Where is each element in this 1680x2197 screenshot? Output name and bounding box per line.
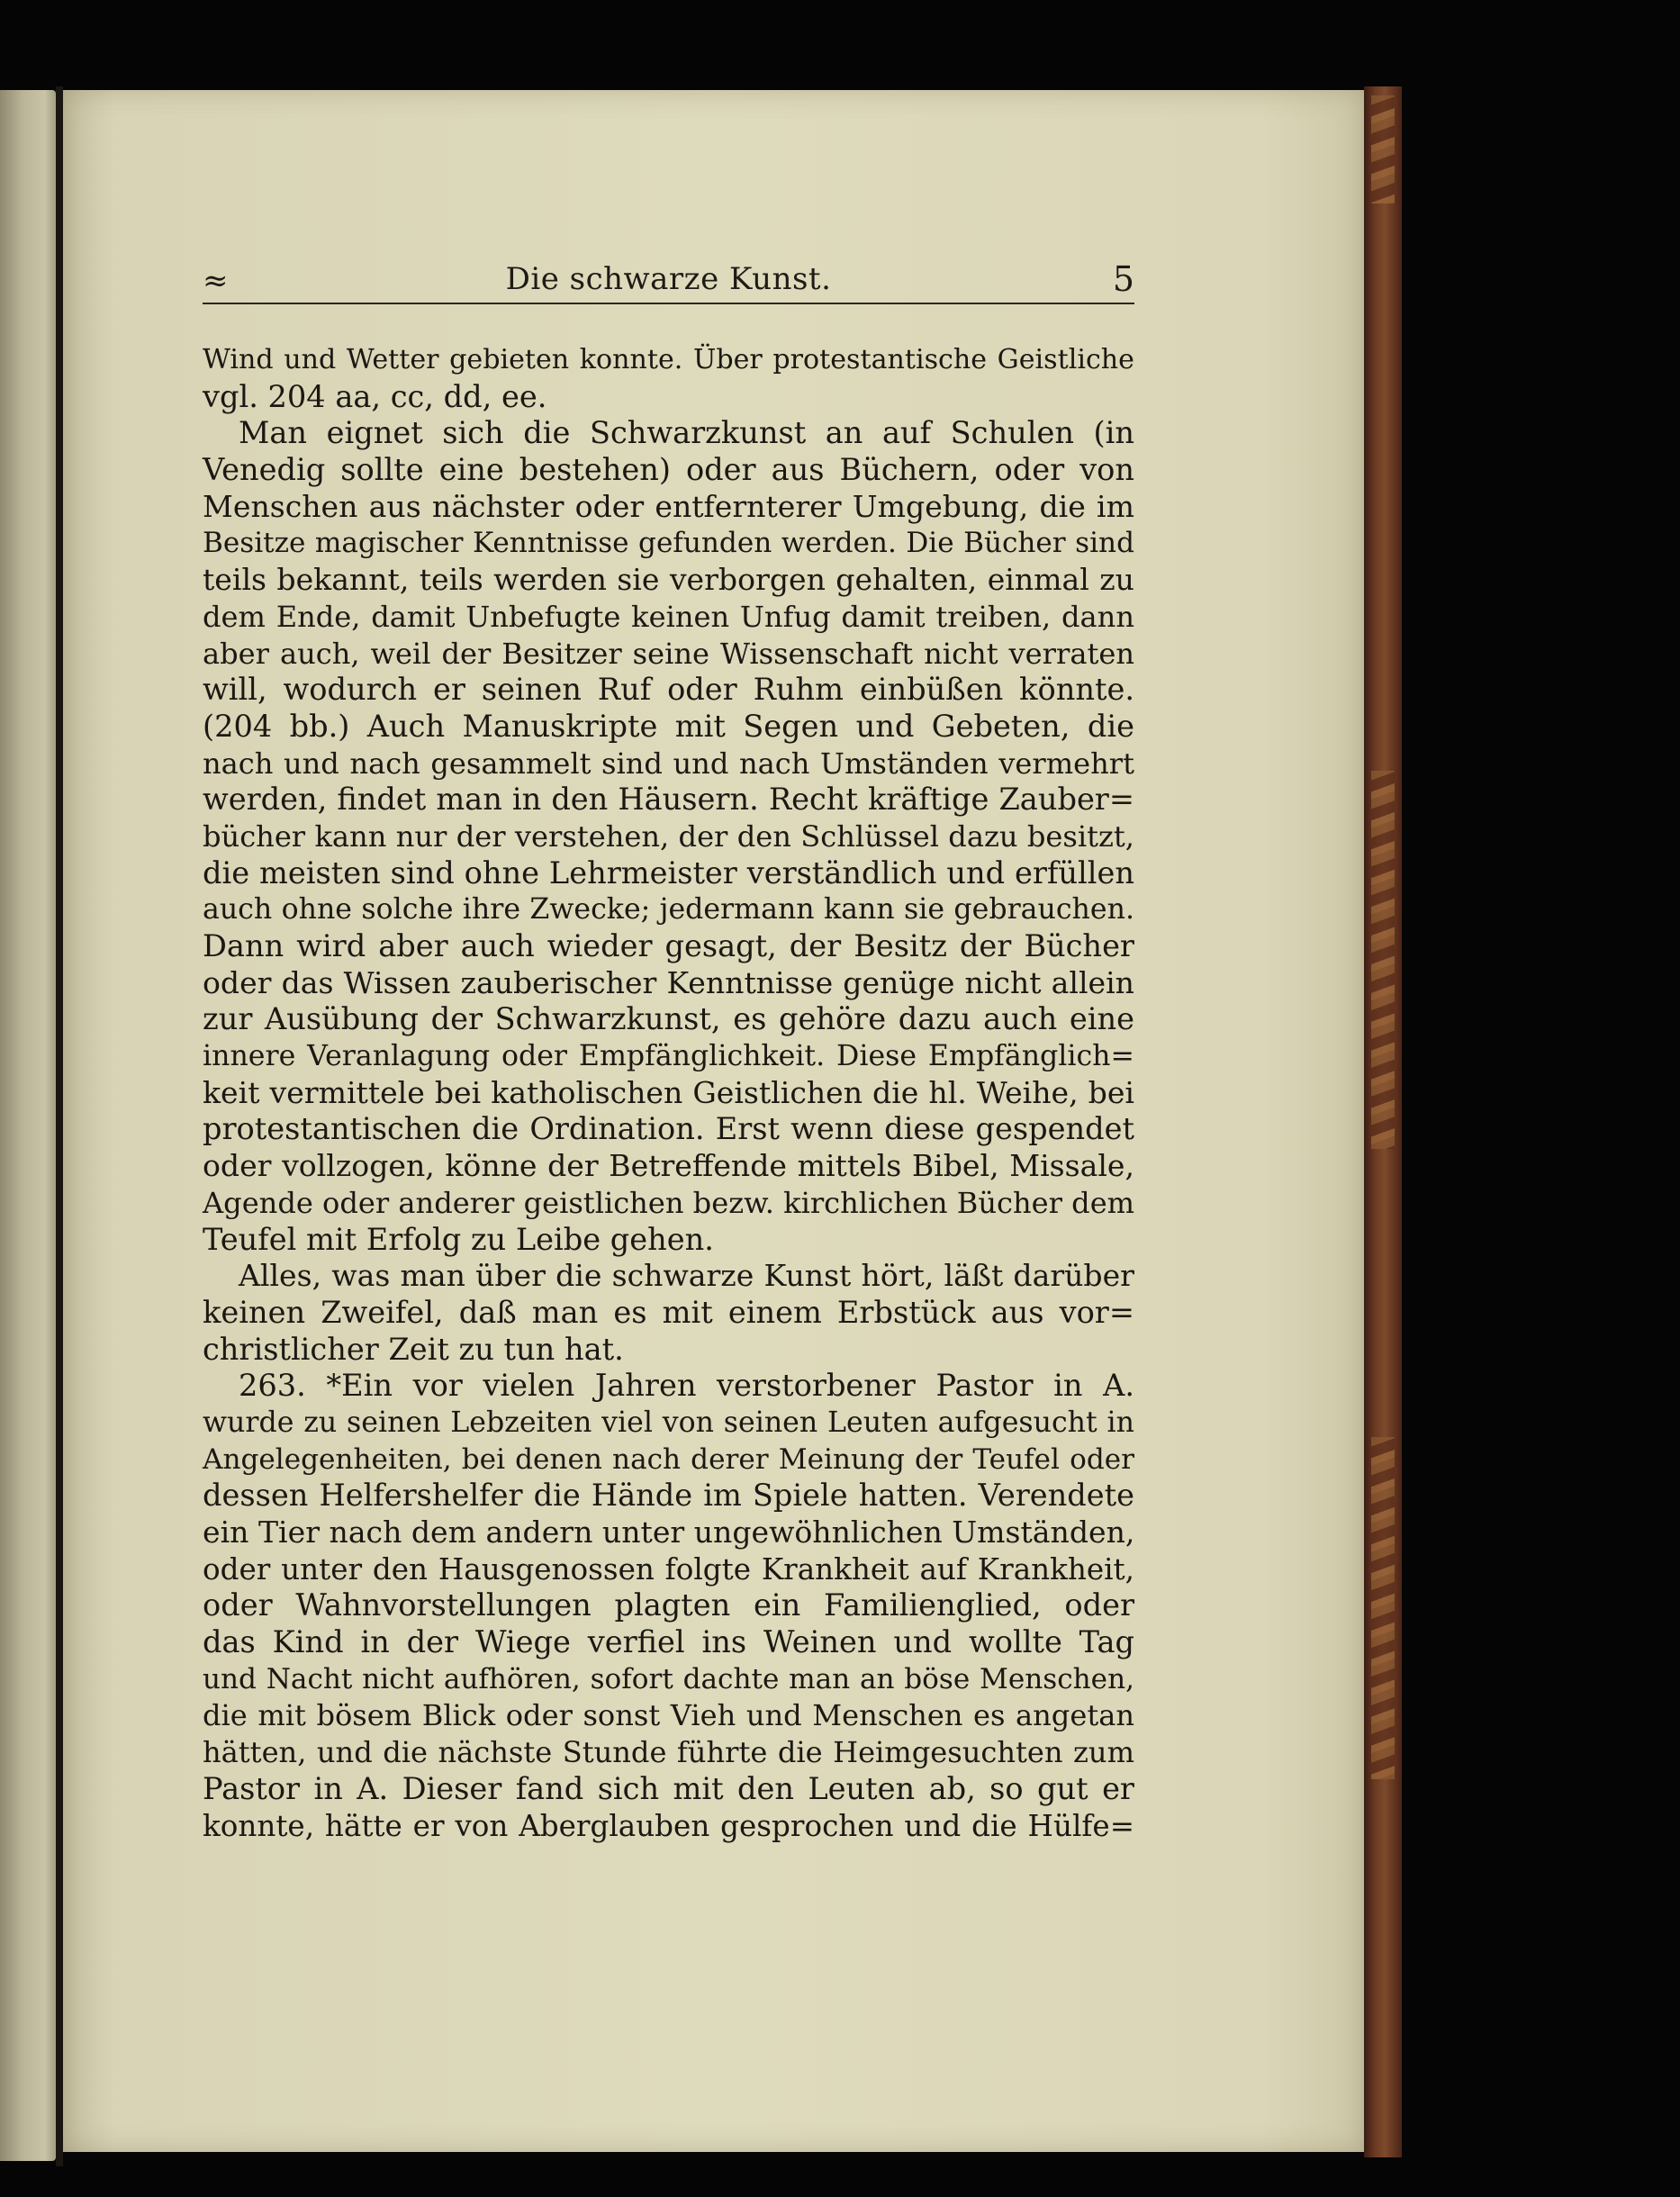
text-line: Menschen aus nächster oder entfernterer Umgebung, die im — [203, 488, 1134, 524]
text-line: vgl. 204 aa, cc, dd, ee. — [203, 378, 547, 414]
text-line: das Kind in der Wiege verfiel ins Weinen und wollte Tag — [203, 1624, 1134, 1660]
text-line: die mit bösem Blick oder sonst Vieh und Menschen es angetan — [203, 1698, 1134, 1733]
text-line: protestantischen die Ordination. Erst wenn diese gespendet — [203, 1111, 1134, 1147]
text-line: dessen Helfershelfer die Hände im Spiele hatten. Verendete — [203, 1478, 1134, 1514]
text-line: dem Ende, damit Unbefugte keinen Unfug damit treiben, dann — [203, 599, 1134, 634]
text-line: hätten, und die nächste Stunde führte die Heimgesuchten zum — [203, 1735, 1134, 1770]
text-line: Pastor in A. Dieser fand sich mit den Leuten ab, so gut er — [203, 1770, 1134, 1806]
text-line: oder unter den Hausgenossen folgte Krankheit auf Krankheit, — [203, 1551, 1134, 1587]
text-line: Angelegenheiten, bei denen nach derer Meinung der Teufel oder — [203, 1442, 1134, 1476]
text-line: oder vollzogen, könne der Betreffende mittels Bibel, Missale, — [203, 1148, 1134, 1184]
text-line: oder Wahnvorstellungen plagten ein Familienglied, oder — [203, 1587, 1134, 1623]
text-line: ein Tier nach dem andern unter ungewöhnlichen Umständen, — [203, 1514, 1135, 1550]
text-line: keinen Zweifel, daß man es mit einem Erbstück aus vor= — [203, 1294, 1134, 1330]
text-line: nach und nach gesammelt sind und nach Umständen vermehrt — [203, 746, 1134, 781]
text-line: die meisten sind ohne Lehrmeister verständlich und erfüllen — [203, 854, 1134, 891]
text-line: Alles, was man über die schwarze Kunst hört, läßt darüber — [239, 1258, 1134, 1294]
text-line: Dann wird aber auch wieder gesagt, der Besitz der Bücher — [203, 928, 1134, 963]
text-line: Besitze magischer Kenntnisse gefunden werden. Die Bücher sind — [203, 527, 1134, 560]
text-line: konnte, hätte er von Aberglauben gesprochen und die Hülfe= — [203, 1808, 1134, 1843]
text-line: und Nacht nicht aufhören, sofort dachte man an böse Menschen, — [203, 1662, 1134, 1695]
text-line: auch ohne solche ihre Zwecke; jedermann kann sie gebrauchen. — [203, 893, 1134, 927]
page-title: Die schwarze Kunst. — [505, 261, 832, 297]
marbled-edge-segment — [1371, 95, 1395, 203]
text-line: keit vermittele bei katholischen Geistlichen die hl. Weihe, bei — [203, 1074, 1134, 1110]
body-text — [203, 342, 1134, 1844]
marbled-edge-segment — [1371, 771, 1395, 1149]
text-line: (204 bb.) Auch Manuskripte mit Segen und Gebeten, die — [203, 708, 1134, 744]
text-line: bücher kann nur der verstehen, der den Schlüssel dazu besitzt, — [203, 818, 1134, 854]
text-line: oder das Wissen zauberischer Kenntnisse genüge nicht allein — [203, 964, 1134, 1000]
book-cover-edge — [1364, 86, 1402, 2157]
text-line: teils bekannt, teils werden sie verborgen gehalten, einmal zu — [203, 562, 1134, 598]
text-line: wurde zu seinen Lebzeiten viel von seinen Leuten aufgesucht in — [203, 1406, 1134, 1439]
marbled-edge-segment — [1371, 1437, 1395, 1779]
text-line: will, wodurch er seinen Ruf oder Ruhm einbüßen könnte. — [203, 672, 1134, 708]
text-line: aber auch, weil der Besitzer seine Wissenschaft nicht verraten — [203, 636, 1134, 671]
page-number: 5 — [1112, 259, 1134, 299]
facing-page-edge — [0, 90, 56, 2161]
text-line: Man eignet sich die Schwarzkunst an auf Schulen (in — [239, 415, 1134, 451]
text-line: Teufel mit Erfolg zu Leibe gehen. — [203, 1221, 714, 1257]
text-line: christlicher Zeit zu tun hat. — [203, 1331, 624, 1367]
text-line: 263. *Ein vor vielen Jahren verstorbener Pastor in A. — [239, 1368, 1134, 1404]
text-line: Agende oder anderer geistlichen bezw. kirchlichen Bücher dem — [203, 1185, 1135, 1220]
text-line: Venedig sollte eine bestehen) oder aus Büchern, oder von — [203, 452, 1134, 488]
text-line: werden, findet man in den Häusern. Recht kräftige Zauber= — [203, 782, 1134, 818]
running-head — [203, 258, 1134, 304]
text-line: Wind und Wetter gebieten konnte. Über protestantische Geistliche — [203, 344, 1134, 375]
text-line: innere Veranlagung oder Empfänglichkeit. Diese Empfänglich= — [203, 1040, 1134, 1073]
head-ornament: ≈ — [203, 263, 229, 299]
book-gutter — [56, 86, 63, 2166]
text-line: zur Ausübung der Schwarzkunst, es gehöre dazu auch eine — [203, 1001, 1134, 1037]
